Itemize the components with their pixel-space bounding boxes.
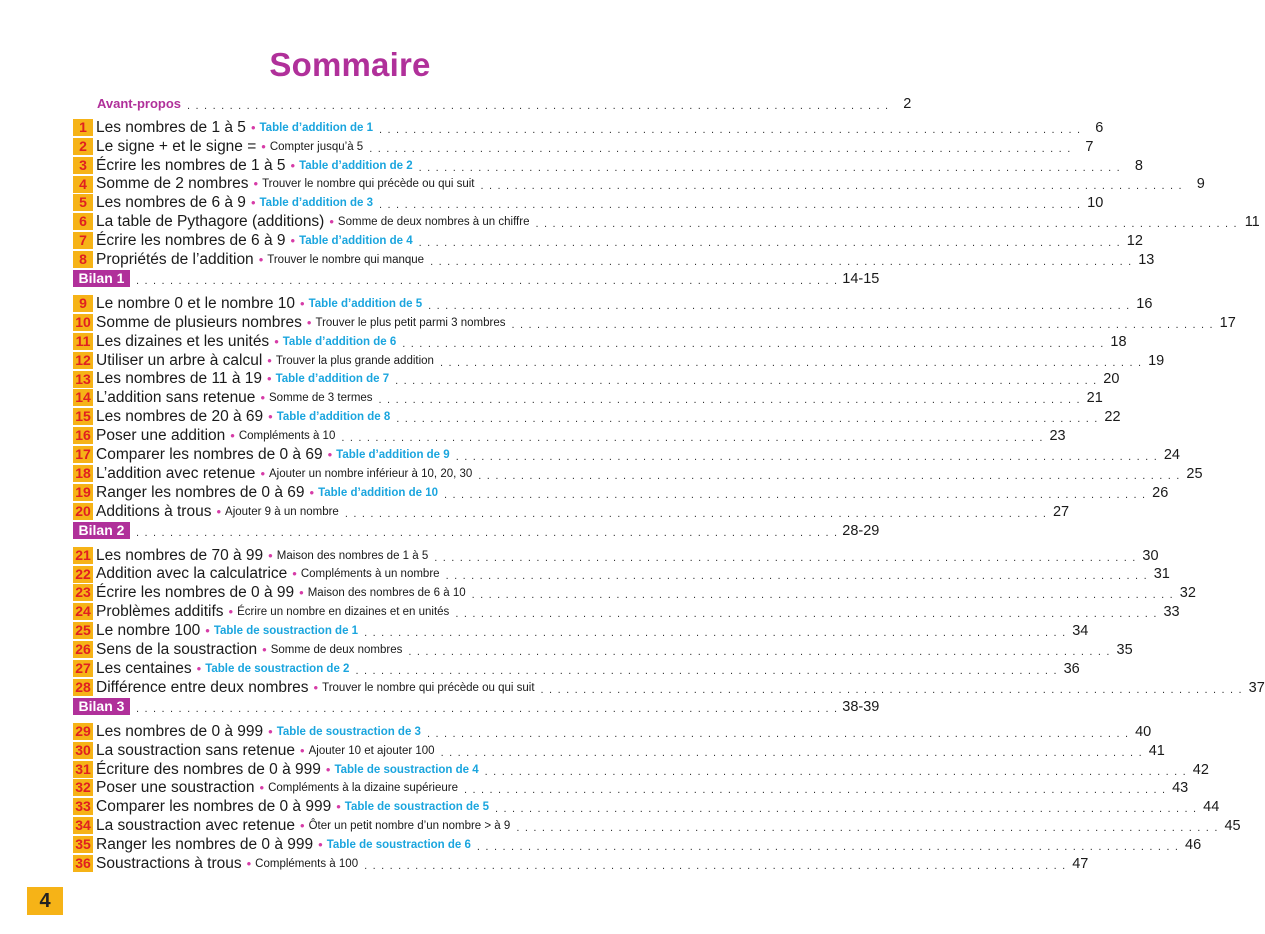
chapter-page: 7 [1085, 138, 1094, 155]
toc-row-bilan-1[interactable] [73, 269, 880, 288]
chapter-subtitle: Trouver le plus petit parmi 3 nombres [315, 316, 506, 329]
chapter-page: 16 [1136, 295, 1153, 312]
leader-dots: . . . . . . . . . . . . . . . . . . . . . . . . . . . . . . . . . . . . . . . . . . . . . . . . . . . . . . . . . . . . . . . . . . . . . . . . . . . . . . . . . . . [136, 702, 839, 715]
chapter-number: 31 [73, 761, 93, 778]
chapter-page: 45 [1224, 818, 1241, 835]
chapter-page: 42 [1192, 761, 1209, 778]
toc-row-avant-propos[interactable] [97, 94, 912, 113]
leader-dots: . . . . . . . . . . . . . . . . . . . . . . . . . . . . . . . . . . . . . . . . . . . . . . . . . . . . . . . . . . . . . . . . . . . . . . . . . . . . . . . . . . . [440, 746, 1143, 759]
chapter-title: Les nombres de 0 à 999 [96, 722, 264, 740]
leader-dots: . . . . . . . . . . . . . . . . . . . . . . . . . . . . . . . . . . . . . . . . . . . . . . . . . . . . . . . . . . . . . . . . . . . . . . . . . . . . . . . . . . . [516, 822, 1219, 835]
bilan-page: 14-15 [842, 271, 880, 288]
chapter-subtitle: Table d’addition de 3 [259, 197, 374, 210]
chapter-number: 32 [73, 779, 93, 796]
toc-row-chapter-20[interactable] [73, 502, 1070, 521]
bullet-icon: • [290, 233, 296, 249]
chapter-subtitle: Compter jusqu’à 5 [269, 140, 364, 153]
chapter-subtitle: Table d’addition de 1 [259, 121, 374, 134]
chapter-title: Écrire les nombres de 0 à 99 [96, 584, 295, 602]
chapter-subtitle: Table d’addition de 2 [299, 159, 413, 172]
chapter-page: 18 [1110, 333, 1127, 350]
bullet-icon: • [262, 642, 267, 658]
chapter-title: Comparer les nombres de 0 à 999 [96, 798, 332, 816]
chapter-title: Les nombres de 70 à 99 [96, 546, 264, 564]
leader-dots: . . . . . . . . . . . . . . . . . . . . . . . . . . . . . . . . . . . . . . . . . . . . . . . . . . . . . . . . . . . . . . . . . . . . . . . . . . . . . . . . . . . [444, 488, 1147, 501]
chapter-title: Le nombre 100 [96, 622, 201, 640]
bullet-icon: • [318, 837, 323, 853]
chapter-title: Les nombres de 1 à 5 [96, 118, 246, 136]
bullet-icon: • [300, 742, 305, 758]
bullet-icon: • [259, 780, 265, 796]
chapter-subtitle: Maison des nombres de 6 à 10 [307, 587, 466, 600]
chapter-page: 27 [1052, 503, 1070, 520]
bullet-icon: • [336, 799, 341, 815]
toc-row-chapter-16[interactable] [73, 426, 1066, 445]
bullet-icon: • [299, 585, 304, 601]
chapter-title: Les nombres de 20 à 69 [96, 408, 264, 426]
chapter-number: 13 [73, 371, 93, 388]
chapter-subtitle: Compléments à la dizaine supérieure [268, 782, 458, 795]
chapter-number: 2 [73, 138, 93, 155]
chapter-title: Ranger les nombres de 0 à 69 [96, 483, 305, 501]
chapter-title: La soustraction sans retenue [96, 741, 296, 759]
page-title: Sommaire [269, 46, 431, 83]
chapter-page: 43 [1172, 780, 1189, 797]
bullet-icon: • [300, 818, 305, 834]
chapter-number: 28 [73, 679, 93, 696]
chapter-page: 19 [1148, 352, 1165, 369]
leader-dots: . . . . . . . . . . . . . . . . . . . . . . . . . . . . . . . . . . . . . . . . . . . . . . . . . . . . . . . . . . . . . . . . . . . . . . . . . . . . . . . . . . . [369, 142, 1072, 155]
chapter-number: 33 [73, 798, 93, 815]
chapter-title: Écriture des nombres de 0 à 999 [96, 760, 321, 778]
chapter-subtitle: Somme de 3 termes [269, 392, 373, 405]
chapter-page: 31 [1153, 566, 1170, 583]
bullet-icon: • [306, 314, 312, 330]
leader-dots: . . . . . . . . . . . . . . . . . . . . . . . . . . . . . . . . . . . . . . . . . . . . . . . . . . . . . . . . . . . . . . . . . . . . . . . . . . . . . . . . . . . [445, 570, 1148, 583]
chapter-title: Les dizaines et les unités [96, 332, 270, 350]
leader-dots: . . . . . . . . . . . . . . . . . . . . . . . . . . . . . . . . . . . . . . . . . . . . . . . . . . . . . . . . . . . . . . . . . . . . . . . . . . . . . . . . . . . [136, 275, 839, 288]
bullet-icon: • [246, 855, 252, 871]
chapter-page: 36 [1063, 660, 1080, 677]
avant-propos-page: 2 [903, 95, 912, 112]
chapter-title: Additions à trous [96, 502, 212, 520]
bullet-icon: • [250, 119, 256, 135]
toc-row-chapter-8[interactable] [73, 250, 1155, 269]
chapter-number: 26 [73, 641, 93, 658]
toc-row-chapter-17[interactable] [73, 445, 1180, 464]
toc-row-chapter-24[interactable] [73, 602, 1180, 621]
bilan-page: 38-39 [842, 698, 880, 715]
chapter-page: 35 [1116, 642, 1133, 659]
leader-dots: . . . . . . . . . . . . . . . . . . . . . . . . . . . . . . . . . . . . . . . . . . . . . . . . . . . . . . . . . . . . . . . . . . . . . . . . . . . . . . . . . . . [455, 608, 1158, 621]
chapter-subtitle: Trouver le nombre qui manque [267, 254, 425, 267]
leader-dots: . . . . . . . . . . . . . . . . . . . . . . . . . . . . . . . . . . . . . . . . . . . . . . . . . . . . . . . . . . . . . . . . . . . . . . . . . . . . . . . . . . . [455, 451, 1158, 464]
chapter-page: 8 [1134, 157, 1143, 174]
leader-dots: . . . . . . . . . . . . . . . . . . . . . . . . . . . . . . . . . . . . . . . . . . . . . . . . . . . . . . . . . . . . . . . . . . . . . . . . . . . . . . . . . . . [426, 727, 1130, 740]
leader-dots: . . . . . . . . . . . . . . . . . . . . . . . . . . . . . . . . . . . . . . . . . . . . . . . . . . . . . . . . . . . . . . . . . . . . . . . . . . . . . . . . . . . [418, 161, 1121, 174]
chapter-title: Différence entre deux nombres [96, 678, 309, 696]
toc-row-bilan-2[interactable] [73, 521, 880, 540]
chapter-number: 22 [73, 566, 93, 583]
chapter-subtitle: Ôter un petit nombre d’un nombre > à 9 [308, 820, 511, 833]
chapter-number: 7 [73, 232, 93, 249]
bullet-icon: • [216, 503, 222, 519]
chapter-number: 25 [73, 622, 93, 639]
leader-dots: . . . . . . . . . . . . . . . . . . . . . . . . . . . . . . . . . . . . . . . . . . . . . . . . . . . . . . . . . . . . . . . . . . . . . . . . . . . . . . . . . . . [402, 337, 1105, 350]
leader-dots: . . . . . . . . . . . . . . . . . . . . . . . . . . . . . . . . . . . . . . . . . . . . . . . . . . . . . . . . . . . . . . . . . . . . . . . . . . . . . . . . . . . [484, 765, 1187, 778]
toc-row-bilan-3[interactable] [73, 697, 880, 716]
chapter-title: Utiliser un arbre à calcul [96, 351, 263, 369]
toc-row-chapter-33[interactable] [73, 797, 1220, 816]
toc-row-chapter-7[interactable] [73, 231, 1143, 250]
chapter-page: 34 [1072, 623, 1089, 640]
chapter-subtitle: Table de soustraction de 6 [326, 839, 471, 852]
chapter-number: 21 [73, 547, 93, 564]
leader-dots: . . . . . . . . . . . . . . . . . . . . . . . . . . . . . . . . . . . . . . . . . . . . . . . . . . . . . . . . . . . . . . . . . . . . . . . . . . . . . . . . . . . [476, 841, 1180, 854]
bullet-icon: • [230, 428, 235, 444]
bullet-icon: • [205, 623, 210, 639]
chapter-subtitle: Table d’addition de 10 [318, 486, 439, 499]
bullet-icon: • [267, 371, 272, 387]
chapter-subtitle: Table d’addition de 4 [299, 235, 413, 248]
chapter-subtitle: Table de soustraction de 1 [213, 625, 359, 638]
chapter-title: Le nombre 0 et le nombre 10 [96, 294, 296, 312]
chapter-page: 25 [1186, 465, 1203, 482]
leader-dots: . . . . . . . . . . . . . . . . . . . . . . . . . . . . . . . . . . . . . . . . . . . . . . . . . . . . . . . . . . . . . . . . . . . . . . . . . . . . . . . . . . . [495, 803, 1198, 816]
chapter-page: 12 [1126, 233, 1143, 250]
toc-row-chapter-13[interactable] [73, 370, 1120, 389]
chapter-page: 6 [1095, 119, 1104, 136]
chapter-number: 12 [73, 352, 93, 369]
bullet-icon: • [250, 195, 256, 211]
leader-dots: . . . . . . . . . . . . . . . . . . . . . . . . . . . . . . . . . . . . . . . . . . . . . . . . . . . . . . . . . . . . . . . . . . . . . . . . . . . . . . . . . . . [478, 469, 1181, 482]
chapter-page: 40 [1135, 723, 1152, 740]
chapter-number: 14 [73, 389, 93, 406]
chapter-title: Les centaines [96, 659, 192, 677]
chapter-number: 24 [73, 603, 93, 620]
chapter-number: 10 [73, 314, 93, 331]
chapter-title: Le signe + et le signe = [96, 137, 257, 155]
toc-row-chapter-30[interactable] [73, 741, 1165, 760]
toc-row-chapter-18[interactable] [73, 464, 1203, 483]
toc-row-chapter-32[interactable] [73, 779, 1189, 798]
toc-row-chapter-14[interactable] [73, 388, 1103, 407]
chapter-title: Soustractions à trous [96, 854, 242, 872]
chapter-title: Comparer les nombres de 0 à 69 [96, 446, 323, 464]
chapter-subtitle: Table de soustraction de 5 [344, 801, 489, 814]
chapter-page: 47 [1072, 855, 1089, 872]
chapter-title: Écrire les nombres de 6 à 9 [96, 232, 286, 250]
toc-row-chapter-5[interactable] [73, 193, 1104, 212]
bullet-icon: • [261, 138, 266, 154]
chapter-page: 10 [1087, 195, 1104, 212]
bullet-icon: • [228, 604, 234, 620]
leader-dots: . . . . . . . . . . . . . . . . . . . . . . . . . . . . . . . . . . . . . . . . . . . . . . . . . . . . . . . . . . . . . . . . . . . . . . . . . . . . . . . . . . . [471, 589, 1174, 602]
leader-dots: . . . . . . . . . . . . . . . . . . . . . . . . . . . . . . . . . . . . . . . . . . . . . . . . . . . . . . . . . . . . . . . . . . . . . . . . . . . . . . . . . . . [540, 683, 1243, 696]
chapter-title: Poser une soustraction [96, 779, 255, 797]
chapter-subtitle: Compléments à 100 [255, 857, 359, 870]
leader-dots: . . . . . . . . . . . . . . . . . . . . . . . . . . . . . . . . . . . . . . . . . . . . . . . . . . . . . . . . . . . . . . . . . . . . . . . . . . . . . . . . . . . [379, 199, 1082, 212]
bullet-icon: • [290, 157, 296, 173]
chapter-subtitle: Table d’addition de 8 [276, 411, 391, 424]
chapter-number: 23 [73, 584, 93, 601]
leader-dots: . . . . . . . . . . . . . . . . . . . . . . . . . . . . . . . . . . . . . . . . . . . . . . . . . . . . . . . . . . . . . . . . . . . . . . . . . . . . . . . . . . . [364, 859, 1067, 872]
toc-row-chapter-11[interactable] [73, 332, 1127, 351]
chapter-subtitle: Ajouter un nombre inférieur à 10, 20, 30 [269, 467, 473, 480]
chapter-number: 18 [73, 465, 93, 482]
chapter-number: 15 [73, 408, 93, 425]
bullet-icon: • [267, 352, 272, 368]
chapter-title: Écrire les nombres de 1 à 5 [96, 156, 286, 174]
leader-dots: . . . . . . . . . . . . . . . . . . . . . . . . . . . . . . . . . . . . . . . . . . . . . . . . . . . . . . . . . . . . . . . . . . . . . . . . . . . . . . . . . . . [395, 375, 1098, 388]
chapter-page: 41 [1148, 742, 1165, 759]
bullet-icon: • [292, 566, 297, 582]
chapter-subtitle: Ajouter 9 à un nombre [225, 505, 339, 518]
chapter-title: Sens de la soustraction [96, 641, 258, 659]
toc-row-chapter-26[interactable] [73, 640, 1133, 659]
bullet-icon: • [268, 409, 273, 425]
chapter-subtitle: Table d’addition de 5 [308, 297, 423, 310]
chapter-number: 36 [73, 855, 93, 872]
leader-dots: . . . . . . . . . . . . . . . . . . . . . . . . . . . . . . . . . . . . . . . . . . . . . . . . . . . . . . . . . . . . . . . . . . . . . . . . . . . . . . . . . . . [428, 299, 1131, 312]
chapter-title: Les nombres de 6 à 9 [96, 194, 246, 212]
leader-dots: . . . . . . . . . . . . . . . . . . . . . . . . . . . . . . . . . . . . . . . . . . . . . . . . . . . . . . . . . . . . . . . . . . . . . . . . . . . . . . . . . . . [434, 551, 1137, 564]
bullet-icon: • [260, 465, 265, 481]
toc-row-chapter-3[interactable] [73, 156, 1143, 175]
leader-dots: . . . . . . . . . . . . . . . . . . . . . . . . . . . . . . . . . . . . . . . . . . . . . . . . . . . . . . . . . . . . . . . . . . . . . . . . . . . . . . . . . . . [355, 664, 1058, 677]
toc-row-chapter-19[interactable] [73, 483, 1169, 502]
chapter-title: Propriétés de l’addition [96, 251, 254, 269]
chapter-page: 30 [1142, 547, 1159, 564]
chapter-page: 46 [1185, 837, 1202, 854]
chapter-number: 11 [73, 333, 93, 350]
chapter-title: Somme de plusieurs nombres [96, 313, 302, 331]
bullet-icon: • [309, 484, 315, 500]
bilan-badge: Bilan 3 [73, 698, 130, 715]
chapter-page: 26 [1152, 484, 1169, 501]
chapter-title: La table de Pythagore (additions) [96, 213, 325, 231]
leader-dots: . . . . . . . . . . . . . . . . . . . . . . . . . . . . . . . . . . . . . . . . . . . . . . . . . . . . . . . . . . . . . . . . . . . . . . . . . . . . . . . . . . . [535, 218, 1238, 231]
chapter-page: 11 [1244, 214, 1260, 231]
chapter-subtitle: Écrire un nombre en dizaines et en unités [237, 606, 450, 619]
chapter-number: 9 [73, 295, 93, 312]
chapter-page: 9 [1196, 176, 1205, 193]
chapter-page: 24 [1163, 447, 1180, 464]
chapter-subtitle: Maison des nombres de 1 à 5 [276, 549, 429, 562]
chapter-subtitle: Table de soustraction de 3 [276, 725, 421, 738]
bullet-icon: • [329, 214, 334, 230]
chapter-page: 37 [1248, 679, 1265, 696]
chapter-number: 17 [73, 446, 93, 463]
toc-row-chapter-23[interactable] [73, 583, 1196, 602]
chapter-title: Somme de 2 nombres [96, 175, 249, 193]
chapter-number: 20 [73, 503, 93, 520]
chapter-number: 16 [73, 427, 93, 444]
chapter-subtitle: Table d’addition de 9 [336, 449, 450, 462]
chapter-number: 34 [73, 817, 93, 834]
chapter-subtitle: Compléments à 10 [238, 430, 336, 443]
bullet-icon: • [268, 723, 273, 739]
chapter-page: 21 [1086, 390, 1103, 407]
chapter-number: 35 [73, 836, 93, 853]
toc-row-chapter-10[interactable] [73, 313, 1236, 332]
toc-row-chapter-9[interactable] [73, 294, 1153, 313]
bullet-icon: • [327, 447, 333, 463]
chapter-title: L’addition avec retenue [96, 464, 256, 482]
chapter-page: 20 [1103, 371, 1120, 388]
leader-dots: . . . . . . . . . . . . . . . . . . . . . . . . . . . . . . . . . . . . . . . . . . . . . . . . . . . . . . . . . . . . . . . . . . . . . . . . . . . . . . . . . . . [463, 784, 1167, 797]
chapter-subtitle: Table d’addition de 7 [275, 373, 390, 386]
chapter-title: Poser une addition [96, 427, 226, 445]
leader-dots: . . . . . . . . . . . . . . . . . . . . . . . . . . . . . . . . . . . . . . . . . . . . . . . . . . . . . . . . . . . . . . . . . . . . . . . . . . . . . . . . . . . [511, 318, 1214, 331]
chapter-page: 32 [1179, 585, 1196, 602]
leader-dots: . . . . . . . . . . . . . . . . . . . . . . . . . . . . . . . . . . . . . . . . . . . . . . . . . . . . . . . . . . . . . . . . . . . . . . . . . . . . . . . . . . . [439, 356, 1143, 369]
toc-row-chapter-36[interactable] [73, 854, 1089, 873]
leader-dots: . . . . . . . . . . . . . . . . . . . . . . . . . . . . . . . . . . . . . . . . . . . . . . . . . . . . . . . . . . . . . . . . . . . . . . . . . . . . . . . . . . . [344, 507, 1048, 520]
table-of-contents [73, 94, 1265, 873]
toc-row-chapter-35[interactable] [73, 835, 1202, 854]
chapter-number: 30 [73, 742, 93, 759]
toc-row-chapter-15[interactable] [73, 407, 1121, 426]
chapter-number: 4 [73, 176, 93, 193]
bullet-icon: • [268, 547, 273, 563]
bullet-icon: • [253, 176, 259, 192]
toc-row-chapter-6[interactable] [73, 212, 1260, 231]
chapter-number: 3 [73, 157, 93, 174]
chapter-subtitle: Table de soustraction de 2 [205, 662, 350, 675]
leader-dots: . . . . . . . . . . . . . . . . . . . . . . . . . . . . . . . . . . . . . . . . . . . . . . . . . . . . . . . . . . . . . . . . . . . . . . . . . . . . . . . . . . . [136, 526, 839, 539]
leader-dots: . . . . . . . . . . . . . . . . . . . . . . . . . . . . . . . . . . . . . . . . . . . . . . . . . . . . . . . . . . . . . . . . . . . . . . . . . . . . . . . . . . . [430, 256, 1133, 269]
toc-row-chapter-21[interactable] [73, 546, 1159, 565]
chapter-subtitle: Table d’addition de 6 [282, 335, 397, 348]
toc-row-chapter-27[interactable] [73, 659, 1080, 678]
chapter-number: 29 [73, 723, 93, 740]
chapter-page: 17 [1219, 314, 1236, 331]
page-number-badge: 4 [27, 887, 63, 915]
chapter-subtitle: Somme de deux nombres [270, 644, 403, 657]
bullet-icon: • [300, 295, 305, 311]
chapter-number: 27 [73, 660, 93, 677]
bullet-icon: • [258, 252, 264, 268]
toc-row-chapter-22[interactable] [73, 565, 1170, 584]
chapter-subtitle: Trouver la plus grande addition [275, 354, 434, 367]
chapter-page: 44 [1203, 799, 1220, 816]
leader-dots: . . . . . . . . . . . . . . . . . . . . . . . . . . . . . . . . . . . . . . . . . . . . . . . . . . . . . . . . . . . . . . . . . . . . . . . . . . . . . . . . . . . [187, 99, 890, 112]
bullet-icon: • [274, 333, 279, 349]
chapter-page: 22 [1104, 409, 1121, 426]
chapter-subtitle: Ajouter 10 et ajouter 100 [308, 744, 435, 757]
chapter-title: La soustraction avec retenue [96, 817, 296, 835]
chapter-page: 13 [1138, 252, 1155, 269]
chapter-subtitle: Trouver le nombre qui précède ou qui suit [262, 178, 475, 191]
chapter-subtitle: Trouver le nombre qui précède ou qui suit [322, 681, 535, 694]
leader-dots: . . . . . . . . . . . . . . . . . . . . . . . . . . . . . . . . . . . . . . . . . . . . . . . . . . . . . . . . . . . . . . . . . . . . . . . . . . . . . . . . . . . [418, 237, 1121, 250]
chapter-title: Ranger les nombres de 0 à 999 [96, 836, 314, 854]
leader-dots: . . . . . . . . . . . . . . . . . . . . . . . . . . . . . . . . . . . . . . . . . . . . . . . . . . . . . . . . . . . . . . . . . . . . . . . . . . . . . . . . . . . [408, 646, 1111, 659]
leader-dots: . . . . . . . . . . . . . . . . . . . . . . . . . . . . . . . . . . . . . . . . . . . . . . . . . . . . . . . . . . . . . . . . . . . . . . . . . . . . . . . . . . . [378, 394, 1081, 407]
toc-row-chapter-25[interactable] [73, 621, 1089, 640]
leader-dots: . . . . . . . . . . . . . . . . . . . . . . . . . . . . . . . . . . . . . . . . . . . . . . . . . . . . . . . . . . . . . . . . . . . . . . . . . . . . . . . . . . . [480, 180, 1183, 193]
toc-row-chapter-12[interactable] [73, 351, 1165, 370]
toc-row-chapter-4[interactable] [73, 175, 1205, 194]
toc-row-chapter-34[interactable] [73, 816, 1241, 835]
bullet-icon: • [196, 660, 202, 676]
chapter-title: Addition avec la calculatrice [96, 565, 288, 583]
bilan-badge: Bilan 2 [73, 522, 130, 539]
bullet-icon: • [313, 679, 319, 695]
bilan-page: 28-29 [842, 522, 880, 539]
toc-row-chapter-1[interactable] [73, 118, 1104, 137]
avant-propos-label: Avant-propos [97, 95, 182, 111]
chapter-number: 5 [73, 194, 93, 211]
chapter-title: Problèmes additifs [96, 603, 224, 621]
chapter-subtitle: Compléments à un nombre [300, 568, 440, 581]
leader-dots: . . . . . . . . . . . . . . . . . . . . . . . . . . . . . . . . . . . . . . . . . . . . . . . . . . . . . . . . . . . . . . . . . . . . . . . . . . . . . . . . . . . [396, 413, 1099, 426]
chapter-title: L’addition sans retenue [96, 389, 256, 407]
chapter-number: 8 [73, 251, 93, 268]
toc-row-chapter-29[interactable] [73, 722, 1152, 741]
bilan-badge: Bilan 1 [73, 270, 130, 287]
bullet-icon: • [325, 761, 331, 777]
toc-row-chapter-2[interactable] [73, 137, 1094, 156]
leader-dots: . . . . . . . . . . . . . . . . . . . . . . . . . . . . . . . . . . . . . . . . . . . . . . . . . . . . . . . . . . . . . . . . . . . . . . . . . . . . . . . . . . . [364, 627, 1067, 640]
chapter-title: Les nombres de 11 à 19 [96, 370, 263, 388]
chapter-number: 1 [73, 119, 93, 136]
toc-row-chapter-31[interactable] [73, 760, 1209, 779]
bullet-icon: • [260, 390, 265, 406]
leader-dots: . . . . . . . . . . . . . . . . . . . . . . . . . . . . . . . . . . . . . . . . . . . . . . . . . . . . . . . . . . . . . . . . . . . . . . . . . . . . . . . . . . . [379, 123, 1082, 136]
chapter-page: 33 [1163, 604, 1180, 621]
chapter-subtitle: Table de soustraction de 4 [334, 763, 479, 776]
chapter-page: 23 [1049, 428, 1066, 445]
chapter-subtitle: Somme de deux nombres à un chiffre [337, 216, 530, 229]
toc-row-chapter-28[interactable] [73, 678, 1265, 697]
chapter-number: 6 [73, 213, 93, 230]
leader-dots: . . . . . . . . . . . . . . . . . . . . . . . . . . . . . . . . . . . . . . . . . . . . . . . . . . . . . . . . . . . . . . . . . . . . . . . . . . . . . . . . . . . [341, 432, 1044, 445]
chapter-number: 19 [73, 484, 93, 501]
